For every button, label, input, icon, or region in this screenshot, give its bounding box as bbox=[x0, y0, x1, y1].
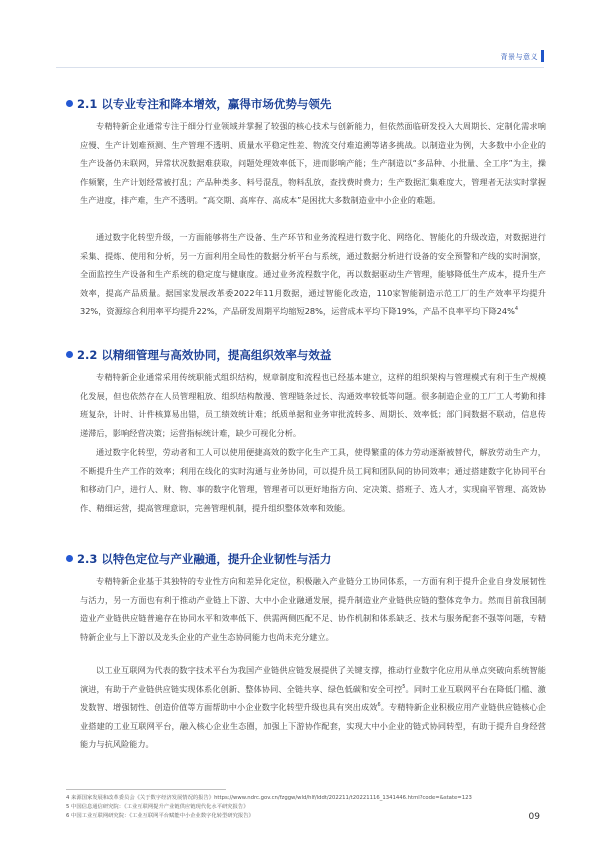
bullet-icon bbox=[66, 351, 73, 358]
bullet-icon bbox=[66, 555, 73, 562]
paragraph: 专精特新企业通常专注于细分行业领域并掌握了较强的核心技术与创新能力，但依然面临研发投入大周期长、定制化需求响应慢、生产计划难预测、生产管理不透明、质量水平稳定性差、物流交付难追溯等诸多挑战。以制造业为例，大多数中小企业的生产设备仍未联网，异常状况数据难获取，问题处理效率低下，进而影响产能；生产制造以“多品种、小批量、全工序”为主，操作频繁，生产计划经常被打乱；产品种类多、料号混乱，物料乱放，查找费时费力；生产数据汇集难度大，管理者无法实时掌握生产进度，排产难，生产不透明。“高交期、高库存、高成本”是困扰大多数制造业中小企业的难题。 bbox=[80, 121, 546, 205]
paragraph: 通过数字化转型，劳动者和工人可以使用便捷高效的数字化生产工具，使得繁重的体力劳动逐渐被替代，解放劳动生产力，不断提升生产工作的效率；利用在线化的实时沟通与业务协同，可以提升员工间和团队间的协同效率；通过搭建数字化协同平台和移动门户，进行人、财、物、事的数字化管理，管理者可以更好地指方向、定决策、搭班子、选人才，实现扁平管理、高效协作、精细运营，提高管理意识，完善管理机制，提升组织整体效率和效能。 bbox=[80, 447, 546, 513]
footnote-ref: 5 bbox=[402, 683, 406, 690]
footnote-ref: 6 bbox=[377, 702, 381, 708]
footnote: 4 来源国家发展和改革委员会《关于数字经济发展情况的报告》https://www.ndrc.gov.cn/fzggw/wld/hlf/lddt/202211/t20221116_1341446.html?code=&state=123 bbox=[66, 795, 472, 801]
paragraph: 通过数字化转型升级，一方面能够将生产设备、生产环节和业务流程进行数字化、网络化、智能化的升级改造，对数据进行采集、提炼、使用和分析，另一方面利用全局性的数据分析平台与系统，通过数据分析进行设备的安全预警和产线的实时洞察，全面监控生产设备和生产系统的稳定度与健康度。通过业务流程数字化，再以数据驱动生产管理，能够降低生产成本，提升生产效率，提高产品质量。据国家发展改革委2022年11月数据，通过智能化改造，110家智能制造示范工厂的生产效率平均提升32%，资源综合利用率平均提升22%，产品研发周期平均缩短28%，运营成本平均下降19%，产品不良率平均下降24%$^4$ bbox=[80, 232, 546, 316]
footnote-divider bbox=[66, 789, 226, 790]
paragraph: 专精特新企业通常采用传统职能式组织结构，规章制度和流程也已经基本建立，这样的组织架构与管理模式有利于生产规模化发展，但也依然存在人员管理粗放、组织结构散漫、管理链条过长、沟通效率较低等问题。很多制造企业的工厂工人考勤和排班复杂，计时、计件核算易出错，员工绩效统计难；纸质单据和业务审批流转多、周期长、效率低；部门间数据不联动，信息传递滞后，影响经营决策；运营指标统计难，缺少可视化分析。 bbox=[80, 372, 546, 438]
footnote: 6 中国工业互联网研究院：《工业互联网平台赋能中小企业数字化转型研究报告》 bbox=[66, 813, 254, 819]
bullet-icon bbox=[66, 100, 73, 107]
paragraph: 专精特新企业基于其独特的专业性方向和差异化定位，积极融入产业链分工协同体系，一方面有利于提升企业自身发展韧性与活力，另一方面也有利于推动产业链上下游、大中小企业融通发展，提升制造业产业链供应链的整体竞争力。然而目前我国制造业产业链供应链普遍存在协同水平和效率低下、供需两侧匹配不足、协作机制和体系缺乏、技术与服务配套不强等问题，专精特新企业与上下游以及龙头企业的产业生态协同能力也尚未充分建立。 bbox=[80, 576, 546, 642]
header-divider bbox=[56, 67, 544, 68]
page-number: 09 bbox=[528, 812, 540, 822]
section-title-2-3: 2.3 以特色定位与产业融通，提升企业韧性与活力 bbox=[66, 551, 331, 567]
paragraph: 以工业互联网为代表的数字技术平台为我国产业链供应链发展提供了关键支撑，推动行业数字化应用从单点突破向系统智能演进，有助于产业链供应链实现体系化创新、整体协同、全链共享、绿色低碳和安全可控$^5$。同时工业互联网平台在降低门槛、激发数智、增强韧性、创造价值等方面帮助中小企业数字化转型升级也具有突出成效$^6$。专精特新企业积极应用产业链供应链核心企业搭建的工业互联网平台，融入核心企业生态圈，加强上下游协作配套，实现大中小企业的链式协同转型，有助于提升自身经营能力与抗风险能力。 bbox=[80, 665, 546, 749]
header-accent-bar bbox=[541, 50, 544, 62]
section-title-2-2: 2.2 以精细管理与高效协同，提高组织效率与效益 bbox=[66, 347, 331, 363]
footnote: 5 中国信息通信研究院：《工业互联网提升产业链供应链现代化水平研究报告》 bbox=[66, 804, 249, 810]
header-section-tag: 背景与意义 bbox=[500, 53, 538, 61]
footnote-ref: 4 bbox=[514, 306, 519, 312]
section-title-2-1: 2.1 以专业专注和降本增效，赢得市场优势与领先 bbox=[66, 96, 331, 112]
